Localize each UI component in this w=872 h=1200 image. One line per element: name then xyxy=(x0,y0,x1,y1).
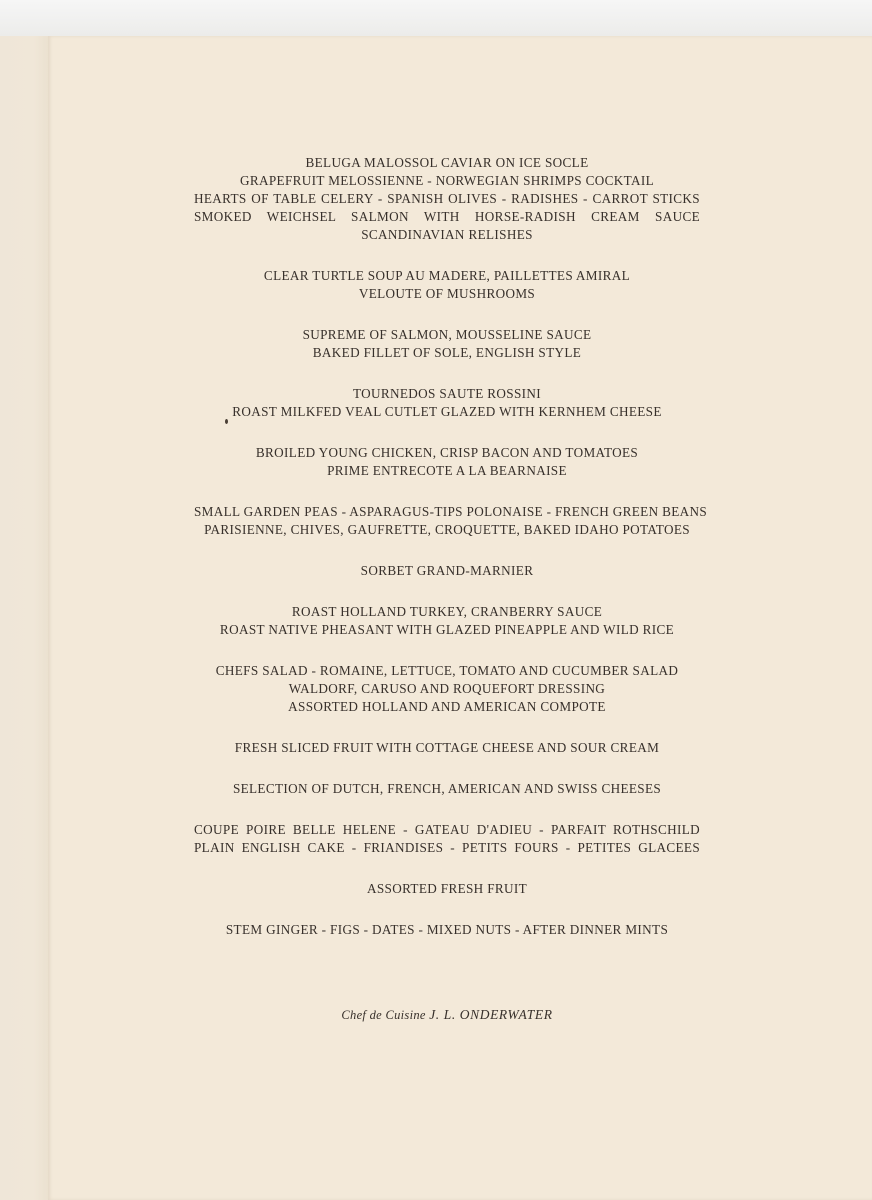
menu-item: ASSORTED HOLLAND AND AMERICAN COMPOTE xyxy=(288,699,606,714)
scan-background xyxy=(0,0,872,36)
menu-course xyxy=(194,444,700,480)
menu-item: PLAIN ENGLISH CAKE - FRIANDISES - PETITS FOURS - PETITES GLACEES xyxy=(194,840,700,855)
menu-course xyxy=(194,921,700,939)
menu-item: ROAST HOLLAND TURKEY, CRANBERRY SAUCE xyxy=(291,604,603,619)
menu-item: SMOKED WEICHSEL SALMON WITH HORSE-RADISH CREAM SAUCE xyxy=(194,209,700,224)
chef-name: J. L. ONDERWATER xyxy=(429,1007,553,1022)
menu-item: BROILED YOUNG CHICKEN, CRISP BACON AND TOMATOES xyxy=(255,445,639,460)
menu-item: SORBET GRAND-MARNIER xyxy=(360,563,534,578)
menu-item: TOURNEDOS SAUTE ROSSINI xyxy=(352,386,542,401)
menu-course xyxy=(194,154,700,244)
menu-item: BELUGA MALOSSOL CAVIAR ON ICE SOCLE xyxy=(305,155,589,170)
menu-item: WALDORF, CARUSO AND ROQUEFORT DRESSING xyxy=(288,681,606,696)
signature-prefix: Chef de Cuisine xyxy=(341,1008,426,1022)
menu-course xyxy=(194,503,708,539)
menu-item: ROAST NATIVE PHEASANT WITH GLAZED PINEAPPLE AND WILD RICE xyxy=(219,622,675,637)
menu-body xyxy=(194,154,708,962)
menu-course xyxy=(194,739,700,757)
menu-item: SCANDINAVIAN RELISHES xyxy=(361,227,533,242)
menu-course xyxy=(194,880,700,898)
menu-item: HEARTS OF TABLE CELERY - SPANISH OLIVES - RADISHES - CARROT STICKS xyxy=(194,191,700,206)
menu-course xyxy=(194,267,700,303)
menu-course xyxy=(194,821,700,857)
menu-item: VELOUTE OF MUSHROOMS xyxy=(358,286,536,301)
page-edge xyxy=(0,36,49,1200)
menu-item: PARISIENNE, CHIVES, GAUFRETTE, CROQUETTE, BAKED IDAHO POTATOES xyxy=(204,522,690,537)
menu-course xyxy=(194,603,700,639)
menu-item: ROAST MILKFED VEAL CUTLET GLAZED WITH KERNHEM CHEESE xyxy=(232,404,662,419)
menu-course xyxy=(194,385,700,421)
menu-item: BAKED FILLET OF SOLE, ENGLISH STYLE xyxy=(312,345,582,360)
menu-item: CLEAR TURTLE SOUP AU MADERE, PAILLETTES AMIRAL xyxy=(263,268,631,283)
menu-item: STEM GINGER - FIGS - DATES - MIXED NUTS - AFTER DINNER MINTS xyxy=(225,922,669,937)
menu-item: SUPREME OF SALMON, MOUSSELINE SAUCE xyxy=(302,327,592,342)
menu-item: SMALL GARDEN PEAS - ASPARAGUS-TIPS POLONAISE - FRENCH GREEN BEANS xyxy=(194,504,708,519)
menu-item: ASSORTED FRESH FRUIT xyxy=(366,881,528,896)
menu-item: PRIME ENTRECOTE A LA BEARNAISE xyxy=(327,463,567,478)
menu-item: FRESH SLICED FRUIT WITH COTTAGE CHEESE AND SOUR CREAM xyxy=(234,740,660,755)
menu-course xyxy=(194,326,700,362)
menu-course xyxy=(194,562,700,580)
menu-item: CHEFS SALAD - ROMAINE, LETTUCE, TOMATO AND CUCUMBER SALAD xyxy=(215,663,679,678)
menu-item: GRAPEFRUIT MELOSSIENNE - NORWEGIAN SHRIMPS COCKTAIL xyxy=(239,173,655,188)
menu-item: SELECTION OF DUTCH, FRENCH, AMERICAN AND SWISS CHEESES xyxy=(232,781,662,796)
menu-course xyxy=(194,780,700,798)
menu-course xyxy=(194,662,700,716)
chef-signature xyxy=(194,1007,700,1023)
menu-item: COUPE POIRE BELLE HELENE - GATEAU D'ADIEU - PARFAIT ROTHSCHILD xyxy=(194,822,700,837)
